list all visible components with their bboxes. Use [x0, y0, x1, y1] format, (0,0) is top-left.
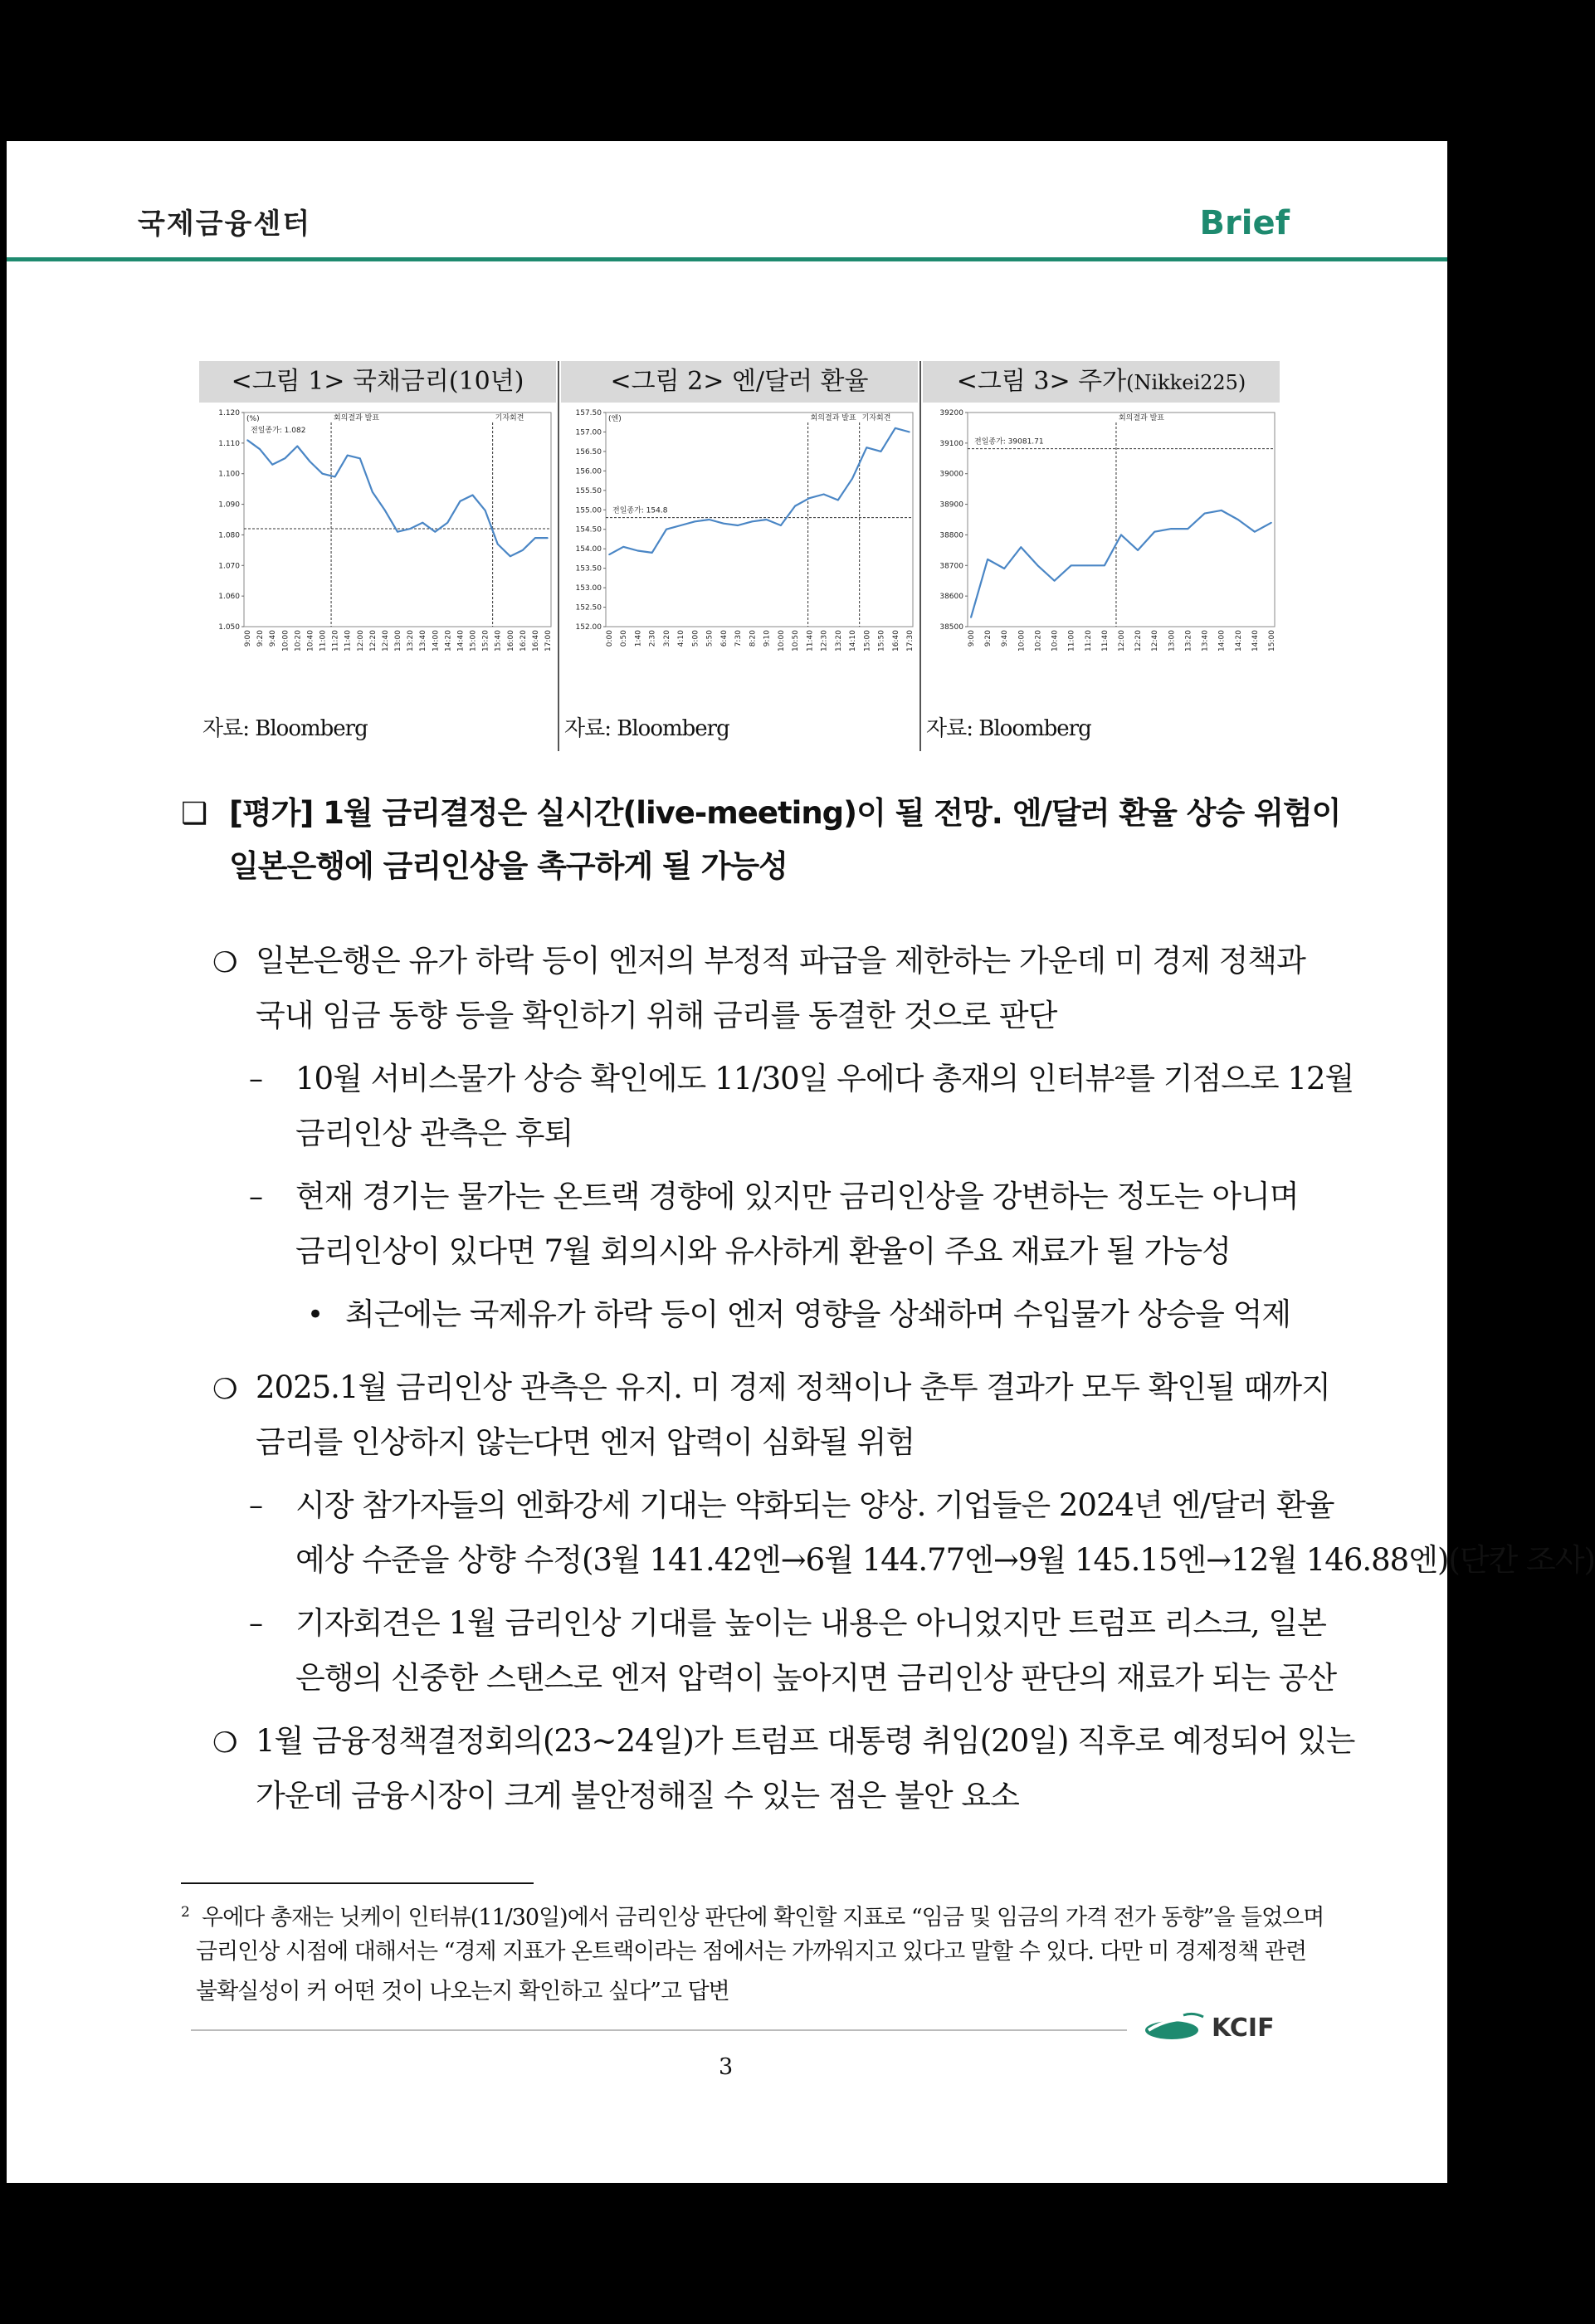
- x-tick-label: 10:00: [281, 630, 290, 652]
- data-point: [422, 522, 423, 524]
- data-point: [1154, 531, 1155, 533]
- data-point: [447, 522, 449, 524]
- y-tick-label: 157.50: [575, 409, 602, 417]
- y-tick-label: 152.00: [575, 623, 602, 632]
- x-tick-label: 16:40: [891, 630, 900, 652]
- y-tick-label: 152.50: [575, 603, 602, 613]
- data-point: [271, 464, 273, 466]
- paragraph-marker: –: [249, 1607, 262, 1640]
- x-tick-label: 3:20: [662, 630, 671, 647]
- y-tick-label: 156.00: [575, 467, 602, 476]
- x-tick-label: 16:20: [519, 630, 528, 652]
- paragraph-marker: ❍: [212, 1373, 237, 1406]
- paragraph-marker: ❍: [212, 946, 237, 979]
- y-tick-label: 156.50: [575, 447, 602, 456]
- data-point: [1254, 531, 1256, 533]
- y-tick-label: 1.060: [218, 593, 240, 602]
- data-point: [680, 525, 681, 526]
- footnote-number: 2: [181, 1904, 189, 1921]
- figure-title-small: (Nikkei225): [1126, 371, 1246, 394]
- header-brief-label: Brief: [1199, 204, 1290, 242]
- x-tick-label: 17:00: [544, 630, 553, 652]
- paragraph-line: 금리인상이 있다면 7월 회의시와 유사하게 환율이 주요 재료가 될 가능성: [295, 1233, 1231, 1269]
- data-point: [1104, 564, 1105, 566]
- x-tick-label: 0:50: [620, 630, 629, 647]
- x-tick-label: 11:20: [1084, 630, 1093, 652]
- data-point: [880, 451, 882, 452]
- x-tick-label: 14:00: [1217, 630, 1227, 652]
- paragraph-line: 시장 참가자들의 엔화강세 기대는 약화되는 양상. 기업들은 2024년 엔/달러 환율: [295, 1487, 1334, 1523]
- x-tick-label: 10:00: [777, 630, 786, 652]
- header-rule: [7, 257, 1447, 261]
- data-point: [608, 554, 610, 555]
- paragraph-line: 금리를 인상하지 않는다면 엔저 압력이 심화될 위험: [256, 1424, 915, 1460]
- x-tick-label: 12:40: [1151, 630, 1160, 652]
- footnote-line2: 금리인상 시점에 대해서는 “경제 지표가 온트랙이라는 점에서는 가까워지고 있다고 말할 수 있다. 다만 미 경제정책 관련: [196, 1939, 1307, 1965]
- figure-divider: [919, 361, 921, 751]
- x-tick-label: 14:00: [432, 630, 441, 652]
- x-tick-label: 15:00: [1268, 630, 1276, 652]
- data-point: [1037, 564, 1039, 566]
- x-tick-label: 9:00: [968, 630, 976, 647]
- data-point: [895, 427, 896, 429]
- x-tick-label: 13:20: [407, 630, 416, 652]
- x-tick-label: 9:20: [984, 630, 993, 647]
- x-tick-label: 5:00: [691, 630, 700, 647]
- plot-area: [244, 413, 551, 627]
- document-page: [7, 141, 1595, 2183]
- paragraph-line: 금리인상 관측은 후퇴: [295, 1116, 573, 1151]
- x-tick-label: 10:20: [294, 630, 303, 652]
- x-tick-label: 12:20: [368, 630, 378, 652]
- data-point: [347, 455, 349, 456]
- y-tick-label: 39000: [939, 470, 963, 479]
- data-point: [522, 549, 524, 551]
- data-point: [384, 510, 386, 511]
- x-tick-label: 13:00: [394, 630, 402, 652]
- paragraph-line: 가운데 금융시장이 크게 불안정해질 수 있는 점은 불안 요소: [256, 1778, 1019, 1814]
- chart-1: [199, 404, 556, 710]
- section-marker: ❑: [181, 797, 208, 831]
- figure-title: [199, 361, 556, 403]
- x-tick-label: 10:40: [1051, 630, 1060, 652]
- x-tick-label: 7:30: [734, 630, 744, 647]
- x-tick-label: 14:20: [1234, 630, 1243, 652]
- unit-label: (%): [246, 415, 260, 423]
- y-tick-label: 1.100: [218, 470, 240, 479]
- x-tick-label: 15:50: [877, 630, 886, 652]
- data-point: [310, 461, 311, 462]
- x-tick-label: 14:40: [1251, 630, 1260, 652]
- y-tick-label: 38500: [939, 623, 963, 632]
- figure-title: [923, 361, 1280, 403]
- paragraph-line: 국내 임금 동향 등을 확인하기 위해 금리를 동결한 것으로 판단: [256, 998, 1057, 1033]
- plot-area: [606, 413, 913, 627]
- footer-rule: [191, 2029, 1127, 2031]
- x-tick-label: 10:50: [792, 630, 801, 652]
- data-point: [709, 519, 710, 520]
- data-point: [752, 521, 754, 523]
- data-point: [622, 546, 624, 548]
- x-tick-label: 9:20: [256, 630, 266, 647]
- y-tick-label: 38700: [939, 562, 963, 571]
- x-tick-label: 15:20: [481, 630, 490, 652]
- x-tick-label: 9:00: [244, 630, 252, 647]
- data-point: [737, 525, 739, 526]
- x-tick-label: 8:20: [749, 630, 758, 647]
- x-tick-label: 11:20: [331, 630, 340, 652]
- data-point: [1204, 513, 1206, 515]
- data-point: [1054, 580, 1056, 582]
- y-tick-label: 153.00: [575, 584, 602, 593]
- x-tick-label: 2:30: [648, 630, 657, 647]
- data-point: [909, 432, 910, 433]
- chart-2: [561, 404, 918, 710]
- x-tick-label: 14:40: [456, 630, 466, 652]
- figure-title-text: <그림 2> 엔/달러 환율: [610, 367, 869, 396]
- kcif-logo-icon: [1144, 2010, 1205, 2043]
- data-point: [397, 531, 398, 533]
- paragraph-line: 10월 서비스물가 상승 확인에도 11/30일 우에다 총재의 인터뷰²를 기점으로 12월: [295, 1061, 1354, 1096]
- figure-source: 자료: Bloomberg: [202, 716, 368, 741]
- data-point: [970, 617, 972, 618]
- y-tick-label: 1.070: [218, 562, 240, 571]
- x-tick-label: 9:40: [1001, 630, 1010, 647]
- x-tick-label: 11:40: [344, 630, 353, 652]
- paragraph-marker: ❍: [212, 1726, 237, 1760]
- x-tick-label: 9:10: [763, 630, 772, 647]
- x-tick-label: 6:40: [719, 630, 729, 647]
- y-tick-label: 154.00: [575, 545, 602, 554]
- prev-close-label: 전일종가: 1.082: [251, 427, 306, 435]
- data-point: [460, 500, 461, 502]
- x-tick-label: 16:00: [506, 630, 515, 652]
- x-tick-label: 13:20: [834, 630, 843, 652]
- x-tick-label: 17:30: [906, 630, 915, 652]
- data-point: [1021, 546, 1022, 548]
- prev-close-label: 전일종가: 39081.71: [974, 437, 1044, 447]
- paragraph-marker: –: [249, 1180, 262, 1213]
- x-tick-label: 13:40: [1201, 630, 1210, 652]
- data-point: [1171, 528, 1173, 530]
- figure-1: [199, 361, 556, 751]
- footnote-line1: [181, 1892, 1324, 1938]
- y-tick-label: 1.120: [218, 409, 240, 417]
- footnote-text: 우에다 총재는 닛케이 인터뷰(11/30일)에서 금리인상 판단에 확인할 지표로 “임금 및 임금의 가격 전가 동향”을 들었으며: [202, 1905, 1324, 1931]
- data-point: [434, 531, 436, 533]
- data-point: [259, 448, 261, 450]
- data-point: [284, 457, 285, 459]
- x-tick-label: 12:20: [1134, 630, 1144, 652]
- data-point: [1237, 519, 1239, 520]
- data-point: [1221, 510, 1222, 511]
- data-point: [987, 559, 988, 560]
- data-point: [851, 478, 853, 480]
- paragraph-marker: –: [249, 1062, 262, 1096]
- figure-title-text: <그림 1> 국채금리(10년): [231, 367, 524, 396]
- figure-source: 자료: Bloomberg: [564, 716, 729, 741]
- data-point: [547, 537, 549, 539]
- x-tick-label: 4:10: [677, 630, 686, 647]
- data-point: [723, 523, 724, 525]
- paragraph-line: 기자회견은 1월 금리인상 기대를 높이는 내용은 아니었지만 트럼프 리스크, 일본: [295, 1605, 1326, 1641]
- x-tick-label: 15:00: [469, 630, 478, 652]
- y-tick-label: 157.00: [575, 428, 602, 437]
- data-point: [246, 439, 248, 441]
- x-tick-label: 11:00: [1067, 630, 1076, 652]
- data-point: [695, 521, 696, 523]
- y-tick-label: 38900: [939, 500, 963, 510]
- y-tick-label: 1.050: [218, 623, 240, 632]
- data-point: [666, 529, 667, 530]
- figure-divider: [558, 361, 559, 751]
- data-point: [1120, 535, 1122, 536]
- x-tick-label: 13:20: [1184, 630, 1193, 652]
- figure-source: 자료: Bloomberg: [926, 716, 1091, 741]
- x-tick-label: 10:20: [1034, 630, 1043, 652]
- chart-3: [923, 404, 1280, 710]
- paragraph-line: 일본은행은 유가 하락 등이 엔저의 부정적 파급을 제한하는 가운데 미 경제 정책과: [256, 943, 1305, 979]
- data-point: [1271, 522, 1272, 524]
- x-tick-label: 13:40: [419, 630, 428, 652]
- x-tick-label: 14:20: [444, 630, 453, 652]
- event-label: 회의결과 발표: [810, 414, 856, 422]
- data-point: [485, 510, 486, 511]
- event-label: 회의결과 발표: [1118, 414, 1164, 422]
- paragraph-line: 최근에는 국제유가 하락 등이 엔저 영향을 상쇄하며 수입물가 상승을 억제: [345, 1296, 1291, 1332]
- x-tick-label: 1:40: [634, 630, 643, 647]
- event-label: 기자회견: [861, 414, 891, 422]
- x-tick-label: 11:40: [1100, 630, 1110, 652]
- x-tick-label: 12:40: [381, 630, 390, 652]
- y-tick-label: 153.50: [575, 564, 602, 574]
- footnote-line3: 불확실성이 커 어떤 것이 나오는지 확인하고 싶다”고 답변: [196, 1979, 729, 2004]
- data-point: [334, 476, 336, 478]
- paragraph-line: 예상 수준을 상향 수정(3월 141.42엔→6월 144.77엔→9월 145.15엔→12월 146.88엔)(단칸 조사): [295, 1542, 1595, 1578]
- data-point: [809, 497, 811, 499]
- paragraph-line: 현재 경기는 물가는 온트랙 경향에 있지만 금리인상을 강변하는 정도는 아니며: [295, 1179, 1299, 1214]
- data-point: [1071, 564, 1072, 566]
- x-tick-label: 0:00: [606, 630, 614, 647]
- x-tick-label: 14:10: [849, 630, 858, 652]
- paragraph-line: 은행의 신중한 스탠스로 엔저 압력이 높아지면 금리인상 판단의 재료가 되는 공산: [295, 1660, 1337, 1696]
- data-point: [497, 544, 499, 545]
- data-point: [794, 505, 796, 507]
- data-point: [637, 550, 639, 552]
- figure-3: [923, 361, 1280, 751]
- paragraph-marker: •: [307, 1298, 324, 1331]
- logo-text: KCIF: [1212, 2014, 1275, 2043]
- paragraph-line: 1월 금융정책결정회의(23~24일)가 트럼프 대통령 취임(20일) 직후로 예정되어 있는: [256, 1723, 1355, 1759]
- y-tick-label: 155.00: [575, 506, 602, 515]
- section-heading-line1: [평가] 1월 금리결정은 실시간(live-meeting)이 될 전망. 엔/달러 환율 상승 위험이: [229, 795, 1341, 831]
- y-tick-label: 38800: [939, 531, 963, 540]
- data-point: [297, 446, 299, 447]
- x-tick-label: 10:40: [306, 630, 315, 652]
- data-point: [823, 494, 825, 496]
- footnote-rule: [181, 1882, 534, 1884]
- figure-title-text: <그림 3> 주가: [956, 367, 1127, 396]
- x-tick-label: 16:40: [531, 630, 540, 652]
- data-point: [651, 552, 653, 554]
- y-tick-label: 1.090: [218, 500, 240, 510]
- x-tick-label: 5:50: [705, 630, 715, 647]
- x-tick-label: 9:40: [269, 630, 278, 647]
- y-tick-label: 1.110: [218, 439, 240, 448]
- data-point: [1003, 568, 1005, 569]
- y-tick-label: 38600: [939, 593, 963, 602]
- data-point: [766, 519, 768, 520]
- data-point: [409, 528, 411, 530]
- data-point: [510, 555, 511, 557]
- y-tick-label: 155.50: [575, 486, 602, 496]
- data-point: [372, 491, 373, 493]
- x-tick-label: 11:40: [806, 630, 815, 652]
- event-label: 기자회견: [495, 414, 524, 422]
- x-tick-label: 13:00: [1168, 630, 1177, 652]
- x-tick-label: 15:00: [863, 630, 872, 652]
- x-tick-label: 10:00: [1017, 630, 1027, 652]
- data-point: [1188, 528, 1189, 530]
- figure-2: [561, 361, 918, 751]
- page-number: 3: [719, 2054, 734, 2080]
- data-point: [780, 525, 782, 526]
- prev-close-label: 전일종가: 154.8: [612, 506, 668, 515]
- data-point: [866, 447, 867, 448]
- y-tick-label: 154.50: [575, 525, 602, 535]
- x-tick-label: 11:00: [319, 630, 328, 652]
- y-tick-label: 39200: [939, 409, 963, 417]
- paragraph-line: 2025.1월 금리인상 관측은 유지. 미 경제 정책이나 춘투 결과가 모두 확인될 때까지: [256, 1370, 1330, 1405]
- data-point: [837, 500, 839, 501]
- header-org: 국제금융센터: [138, 208, 312, 241]
- data-point: [472, 495, 474, 496]
- data-point: [1137, 549, 1139, 551]
- x-tick-label: 12:00: [1118, 630, 1126, 652]
- data-point: [322, 473, 324, 475]
- figure-title: [561, 361, 918, 403]
- x-tick-label: 15:40: [494, 630, 503, 652]
- x-tick-label: 12:00: [356, 630, 365, 652]
- paragraph-marker: –: [249, 1489, 262, 1522]
- x-tick-label: 12:30: [820, 630, 829, 652]
- data-point: [534, 537, 536, 539]
- data-point: [1087, 564, 1089, 566]
- y-tick-label: 1.080: [218, 531, 240, 540]
- unit-label: (엔): [608, 415, 622, 423]
- event-label: 회의결과 발표: [334, 414, 380, 422]
- section-heading-line2: 일본은행에 금리인상을 촉구하게 될 가능성: [229, 848, 788, 884]
- y-tick-label: 39100: [939, 439, 963, 448]
- data-point: [359, 457, 361, 459]
